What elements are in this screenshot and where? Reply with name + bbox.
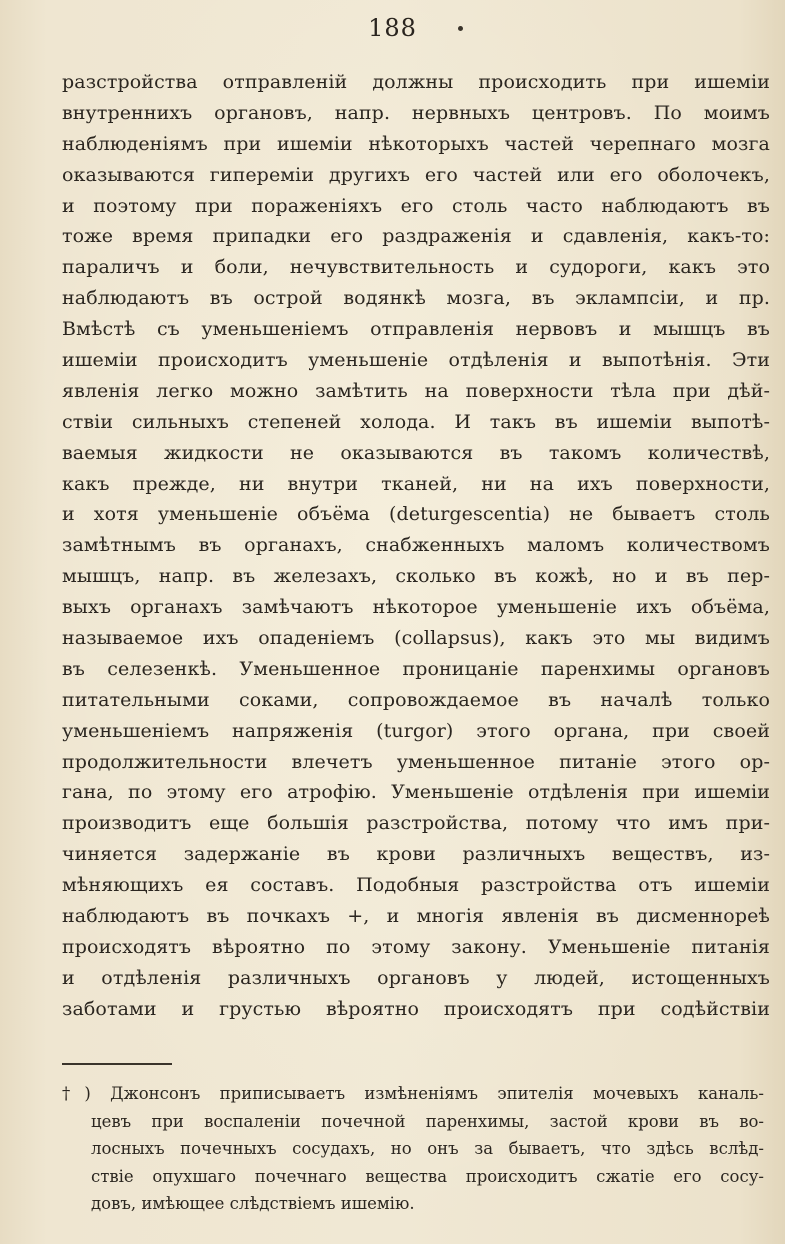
text-line: разстройства отправленій должны происходить при ишеміи xyxy=(62,71,770,93)
text-line: уменьшеніемъ напряженія (turgor) этого органа, при своей xyxy=(62,719,770,742)
main-text xyxy=(62,67,770,1025)
text-line: чиняется задержаніе въ крови различныхъ веществъ, из- xyxy=(62,843,770,866)
footnote-line: цевъ при воспаленіи почечной паренхимы, застой крови въ во- xyxy=(91,1111,764,1131)
text-line: происходятъ вѣроятно по этому закону. Уменьшеніе питанія xyxy=(62,935,770,958)
text-line: называемое ихъ опаденіемъ (collapsus), какъ это мы видимъ xyxy=(62,627,770,650)
text-line: въ селезенкѣ. Уменьшенное проницаніе паренхимы органовъ xyxy=(62,657,770,680)
text-line: гана, по этому его атрофію. Уменьшеніе отдѣленія при ишеміи xyxy=(62,781,770,804)
text-line: и отдѣленія различныхъ органовъ у людей, истощенныхъ xyxy=(62,966,770,989)
text-line: питательными соками, сопровождаемое въ началѣ только xyxy=(62,688,770,711)
text-line: и хотя уменьшеніе объёма (deturgescentia) не бываетъ столь xyxy=(62,503,770,526)
text-line: наблюдаютъ въ почкахъ +, и многія явленія въ дисменнореѣ xyxy=(62,905,770,928)
footnote-divider xyxy=(62,1063,172,1065)
text-line: наблюденіямъ при ишеміи нѣкоторыхъ частей черепнаго мозга xyxy=(62,132,770,155)
text-line: производитъ еще большія разстройства, потому что имъ при- xyxy=(62,812,770,835)
text-line: Вмѣстѣ съ уменьшеніемъ отправленія нервовъ и мышцъ въ xyxy=(62,318,770,341)
text-line: и поэтому при пораженіяхъ его столь часто наблюдаютъ въ xyxy=(62,194,770,217)
text-line: внутреннихъ органовъ, напр. нервныхъ центровъ. По моимъ xyxy=(62,101,770,124)
text-line: оказываются гипереміи другихъ его частей или его оболочекъ, xyxy=(62,163,770,186)
footnote-line: †) Джонсонъ приписываетъ измѣненіямъ эпителія мочевыхъ каналь- xyxy=(62,1084,764,1103)
text-line: ствіи сильныхъ степеней холода. И такъ въ ишеміи выпотѣ- xyxy=(62,410,770,433)
page-number: 188 xyxy=(368,14,417,42)
text-line: ишеміи происходитъ уменьшеніе отдѣленія и выпотѣнія. Эти xyxy=(62,349,770,372)
text-line: какъ прежде, ни внутри тканей, ни на ихъ поверхности, xyxy=(62,472,770,495)
footnote-line: ствіе опухшаго почечнаго вещества происходитъ сжатіе его сосу- xyxy=(91,1166,764,1186)
text-line: мышцъ, напр. въ железахъ, сколько въ кожѣ, но и въ пер- xyxy=(62,565,770,588)
text-line: заботами и грустью вѣроятно происходятъ при содѣйствіи xyxy=(62,997,770,1020)
text-line: явленія легко можно замѣтить на поверхности тѣла при дѣй- xyxy=(62,379,770,402)
text-line: тоже время припадки его раздраженія и сдавленія, какъ-то: xyxy=(62,225,770,248)
text-line: мѣняющихъ ея составъ. Подобныя разстройства отъ ишеміи xyxy=(62,874,770,897)
footnote-line: лосныхъ почечныхъ сосудахъ, но онъ за бываетъ, что здѣсь вслѣд- xyxy=(91,1139,764,1158)
text-line: замѣтнымъ въ органахъ, снабженныхъ маломъ количествомъ xyxy=(62,534,770,557)
print-mark-dot xyxy=(458,26,463,31)
text-line: параличъ и боли, нечувствительность и судороги, какъ это xyxy=(62,256,770,279)
text-line: наблюдаютъ въ острой водянкѣ мозга, въ эклампсіи, и пр. xyxy=(62,287,770,310)
footnote xyxy=(62,1080,764,1218)
text-line: выхъ органахъ замѣчаютъ нѣкоторое уменьшеніе ихъ объёма, xyxy=(62,596,770,619)
text-line: продолжительности влечетъ уменьшенное питаніе этого ор- xyxy=(62,750,770,773)
footnote-line: довъ, имѣющее слѣдствіемъ ишемію. xyxy=(91,1194,415,1213)
text-line: ваемыя жидкости не оказываются въ такомъ количествѣ, xyxy=(62,441,770,464)
